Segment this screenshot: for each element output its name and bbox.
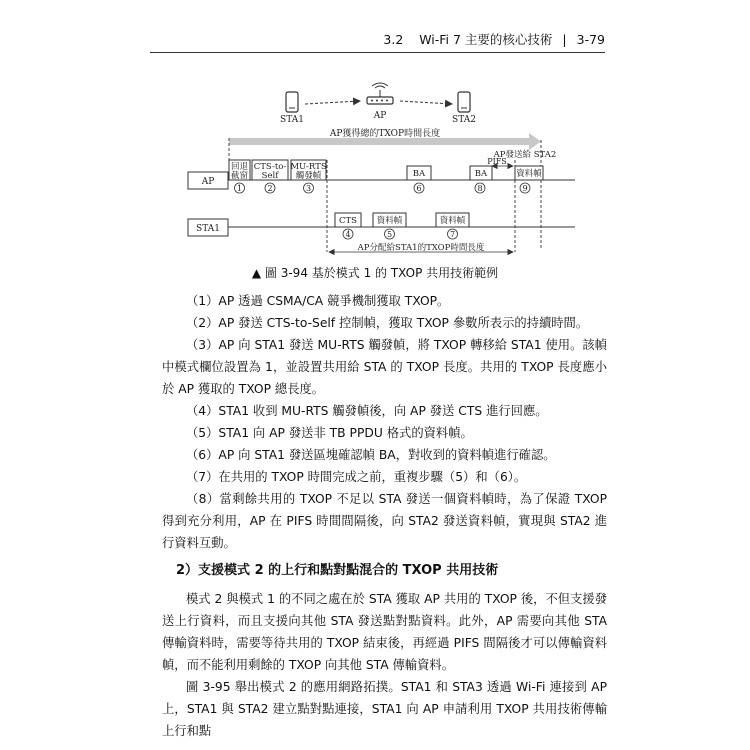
running-header: 3.2 Wi-Fi 7 主要的核心技術 | 3-79 (150, 30, 605, 53)
step-5: （5）STA1 向 AP 發送非 TB PPDU 格式的資料幀。 (186, 426, 473, 440)
shared-txop-label: AP分配給STA1的TXOP時間長度 (357, 243, 485, 253)
section-subheading: 2）支援模式 2 的上行和點對點混合的 TXOP 共用技術 (176, 563, 499, 578)
step-num-2: 2 (267, 184, 273, 193)
step-7: （7）在共用的 TXOP 時間完成之前，重複步驟（5）和（6）。 (186, 470, 527, 484)
frame-mu-rts-2: 觸發幀 (295, 171, 322, 181)
ap-send-sta2-label: AP發送給 STA2 (493, 150, 557, 160)
header-title: Wi-Fi 7 主要的核心技術 (419, 32, 553, 47)
step-4: （4）STA1 收到 MU-RTS 觸發幀後，向 AP 發送 CTS 進行回應。 (186, 404, 548, 418)
step-list (162, 290, 607, 742)
sta2-phone-icon (458, 92, 470, 112)
figure-caption: ▲ 圖 3-94 基於模式 1 的 TXOP 共用技術範例 (251, 266, 499, 280)
step-num-4: 4 (345, 230, 351, 239)
sta1-top-label: STA1 (280, 115, 304, 125)
frame-ba-2: BA (474, 169, 488, 179)
step-3: （3）AP 向 STA1 發送 MU-RTS 觸發幀，將 TXOP 轉移給 STA1 使用。該幀中模式欄位設置為 1，並設置共用給 STA 的 TXOP 長度。共用的 TXOP 長度應小於 AP 獲取的 TXOP 總長度。 (162, 338, 607, 396)
step-2: （2）AP 發送 CTS-to-Self 控制幀，獲取 TXOP 參數所表示的持續時間。 (186, 316, 589, 330)
sta2-top-label: STA2 (452, 115, 476, 125)
frame-data-2: 資料幀 (439, 216, 466, 226)
step-1: （1）AP 透過 CSMA/CA 競爭機制獲取 TXOP。 (186, 294, 450, 308)
paragraph-2: 圖 3-95 舉出模式 2 的應用網路拓撲。STA1 和 STA3 透過 Wi-Fi 連接到 AP 上，STA1 與 STA2 建立點對點連接，STA1 向 AP 申請利用 TXOP 共用技術傳輸上行和點 (162, 680, 607, 738)
step-num-6: 6 (416, 184, 422, 193)
frame-ba: BA (412, 169, 426, 179)
step-6: （6）AP 向 STA1 發送區塊確認幀 BA，對收到的資料幀進行確認。 (186, 448, 556, 462)
frame-cts-to-self: CTS-to- (253, 162, 287, 172)
txop-sharing-figure (0, 60, 750, 264)
step-8: （8）當剩餘共用的 TXOP 不足以 STA 發送一個資料幀時，為了保證 TXOP 得到充分利用，AP 在 PIFS 時間間隔後，向 STA2 發送資料幀，實現與 STA2 進行資料互動。 (162, 492, 607, 550)
frame-mu-rts: MU-RTS (290, 162, 327, 172)
frame-cts-to-self-2: Self (261, 171, 279, 181)
frame-backoff-2: 截窗 (230, 171, 249, 181)
step-num-9: 9 (522, 184, 528, 193)
pifs-label: PIFS (487, 157, 507, 166)
frame-data-ap: 資料幀 (516, 169, 542, 179)
step-num-1: 1 (236, 184, 243, 193)
frame-data-1: 資料幀 (376, 216, 403, 226)
step-num-5: 5 (386, 230, 393, 239)
ap-router-icon (367, 83, 393, 104)
step-num-7: 7 (449, 230, 456, 239)
header-page-number: 3-79 (576, 32, 605, 47)
step-num-8: 8 (477, 184, 483, 193)
frame-cts: CTS (339, 216, 357, 226)
ap-row-label: AP (201, 177, 215, 187)
step-num-3: 3 (305, 184, 312, 193)
frame-backoff: 回退 (230, 162, 249, 172)
sta1-row-label: STA1 (196, 224, 220, 234)
ap-to-sta2-arrow (400, 101, 452, 104)
ap-top-label: AP (373, 111, 387, 121)
txop-total-label: AP獲得總的TXOP時間長度 (329, 129, 441, 139)
sta1-phone-icon (286, 92, 298, 112)
paragraph-1: 模式 2 與模式 1 的不同之處在於 STA 獲取 AP 共用的 TXOP 後，不但支援發送上行資料，而且支援向其他 STA 發送點對點資料。此外，AP 需要向其他 STA 傳輸資料時，需要等待共用的 TXOP 結束後，再經過 PIFS 間隔後才可以傳輸資料幀，而不能利用剩餘的 TXOP 向其他 STA 傳輸資料。 (162, 592, 607, 672)
sta1-to-ap-arrow (305, 101, 360, 104)
header-section: 3.2 (383, 32, 404, 47)
